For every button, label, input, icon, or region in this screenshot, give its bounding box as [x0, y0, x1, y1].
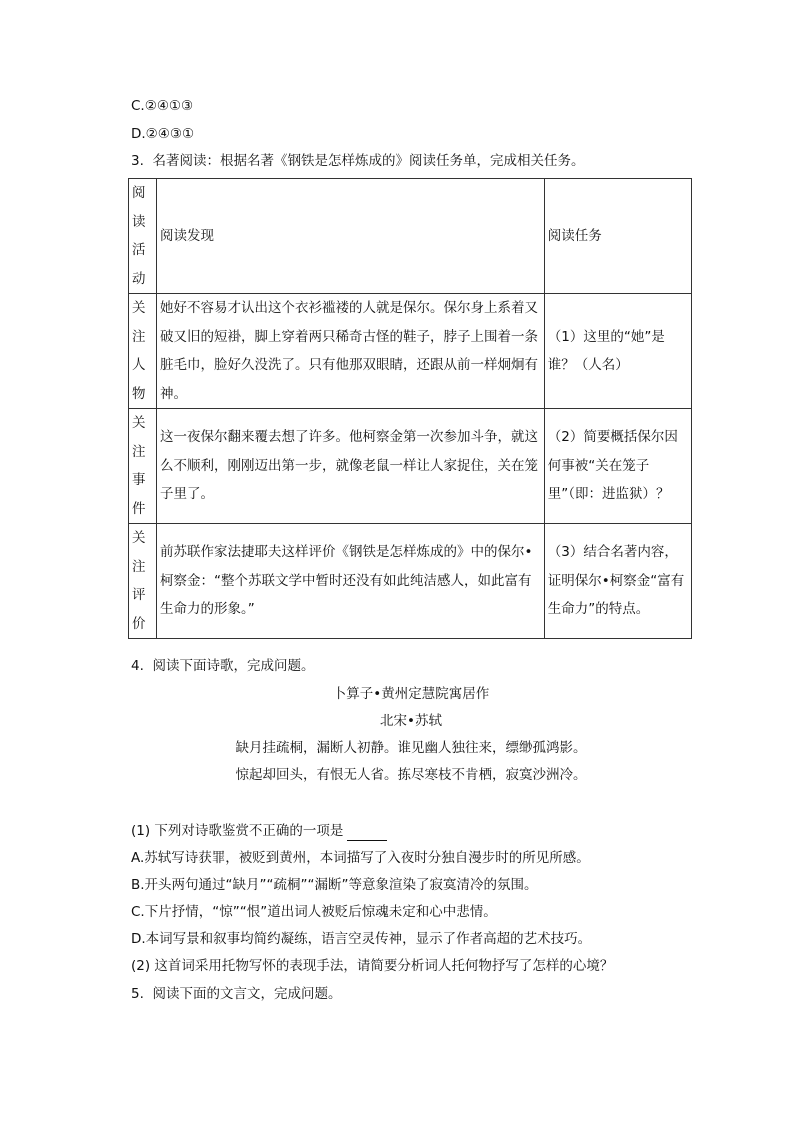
row-finding: 这一夜保尔翻来覆去想了许多。他柯察金第一次参加斗争，就这么不顺利，刚刚迈出第一步，就像老鼠一样让人家捉住，关在笼子里了。 [157, 409, 545, 524]
question-stem: 阅读下面诗歌，完成问题。 [152, 658, 315, 674]
poem-title: 卜算子•黄州定慧院寓居作 [332, 686, 490, 702]
question-number: 4. [131, 658, 144, 674]
sub-question-stem: (1) 下列对诗歌鉴赏不正确的一项是 [131, 823, 344, 839]
table-row [129, 409, 692, 524]
option-c: C.下片抒情，“惊”“恨”道出词人被贬后惊魂未定和心中悲情。 [131, 904, 497, 920]
header-task: 阅读任务 [544, 179, 691, 294]
sub-question-2: (2) 这首词采用托物写怀的表现手法，请简要分析词人托何物抒写了怎样的心境？ [131, 958, 614, 974]
row-finding: 前苏联作家法捷耶夫这样评价《钢铁是怎样炼成的》中的保尔•柯察金：“整个苏联文学中暂时还没有如此纯洁感人，如此富有生命力的形象。” [157, 524, 545, 639]
row-activity: 关注人物 [132, 300, 146, 402]
option-d: D.②④③① [131, 126, 195, 142]
table-header-row [129, 179, 692, 294]
row-activity: 关注评价 [132, 530, 146, 632]
header-finding: 阅读发现 [157, 179, 545, 294]
row-task: （3）结合名著内容，证明保尔•柯察金“富有生命力”的特点。 [544, 524, 691, 639]
poem-line-1: 缺月挂疏桐，漏断人初静。谁见幽人独往来，缥缈孤鸿影。 [235, 740, 587, 756]
question-3-heading [131, 151, 584, 171]
question-number: 3. [131, 153, 144, 169]
reading-task-table [128, 178, 692, 639]
header-activity: 阅读活动 [132, 185, 146, 287]
question-stem: 名著阅读：根据名著《钢铁是怎样炼成的》阅读任务单，完成相关任务。 [152, 153, 585, 169]
row-finding: 她好不容易才认出这个衣衫褴褛的人就是保尔。保尔身上系着又破又旧的短褂，脚上穿着两只稀奇古怪的鞋子，脖子上围着一条脏毛巾，脸好久没洗了。只有他那双眼睛，还跟从前一样炯炯有神。 [157, 294, 545, 409]
row-task: （2）简要概括保尔因何事被“关在笼子里”（即：进监狱）？ [544, 409, 691, 524]
option-c: C.②④①③ [131, 98, 194, 114]
question-4-heading [131, 656, 314, 676]
option-d: D.本词写景和叙事均简约凝练，语言空灵传神，显示了作者高超的艺术技巧。 [131, 931, 592, 947]
question-number: 5. [131, 986, 144, 1002]
answer-blank[interactable] [347, 826, 387, 841]
row-activity: 关注事件 [132, 415, 146, 517]
question-stem: 阅读下面的文言文，完成问题。 [152, 986, 342, 1002]
question-5-heading [131, 984, 341, 1004]
row-task: （1）这里的“她”是谁？（人名） [544, 294, 691, 409]
table-row [129, 524, 692, 639]
table-row [129, 294, 692, 409]
option-a: A.苏轼写诗获罪，被贬到黄州，本词描写了入夜时分独自漫步时的所见所感。 [131, 850, 590, 866]
option-b: B.开头两句通过“缺月”“疏桐”“漏断”等意象渲染了寂寞清冷的氛围。 [131, 877, 538, 893]
poem-line-2: 惊起却回头，有恨无人省。拣尽寒枝不肯栖，寂寞沙洲冷。 [235, 767, 587, 783]
poem-author: 北宋•苏轼 [380, 713, 442, 729]
sub-question-1 [131, 821, 387, 841]
